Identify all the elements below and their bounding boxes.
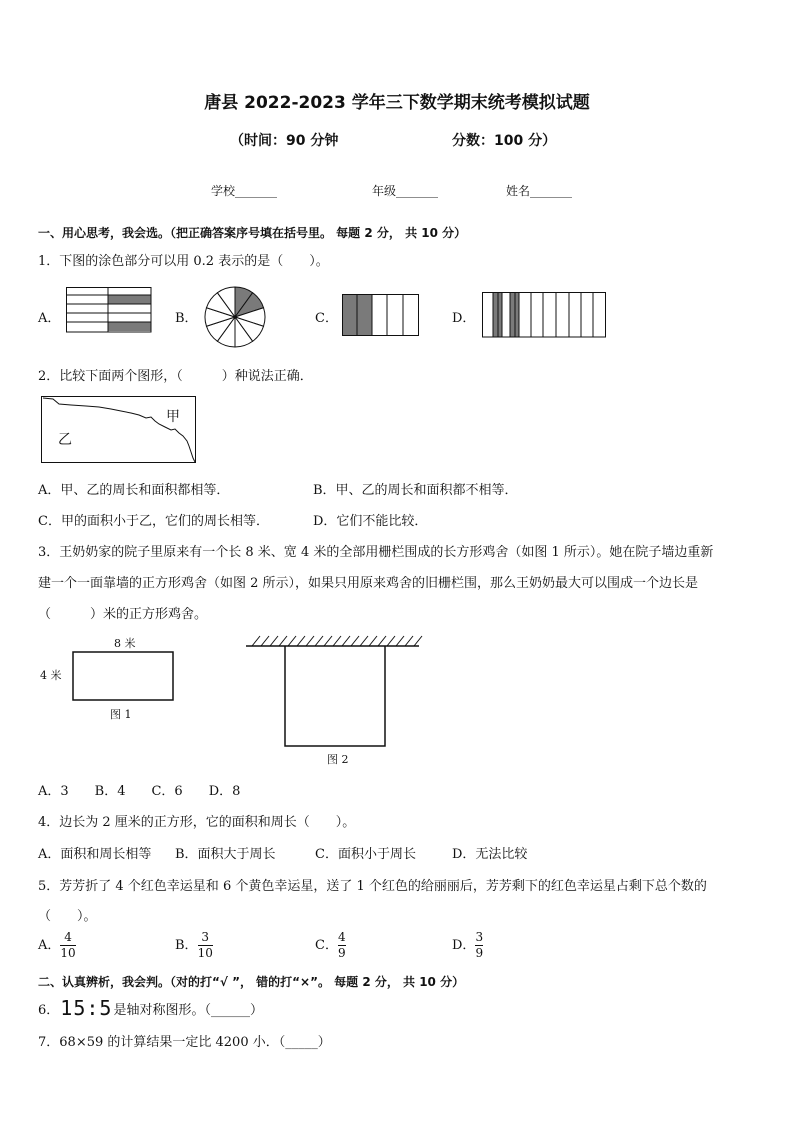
q1-option-d-figure (482, 292, 606, 338)
wall-hatch (297, 636, 305, 646)
question-4: 4．边长为 2 厘米的正方形，它的面积和周长（ ）。 (38, 815, 356, 830)
question-5-line-1: 5．芳芳折了 4 个红色幸运星和 6 个黄色幸运星，送了 1 个红色的给丽丽后，芳芳剩下的红色幸运星占剩下总个数的 (38, 879, 707, 894)
school-field[interactable]: 学校_______ (211, 184, 278, 198)
name-field[interactable]: 姓名_______ (506, 184, 573, 198)
exam-time: （时间：90 分钟 (230, 133, 339, 149)
q5-option-c-fraction (338, 930, 346, 961)
denominator: 10 (197, 946, 213, 960)
numerator: 3 (475, 930, 484, 944)
q2-option-a[interactable]: A．甲、乙的周长和面积都相等． (38, 483, 230, 498)
q5-option-d-fraction (475, 930, 483, 961)
page-title: 唐县 2022-2023 学年三下数学期末统考模拟试题 (204, 93, 590, 113)
q5-option-c[interactable] (315, 930, 346, 961)
q5-option-b[interactable] (175, 930, 213, 961)
q2-option-b[interactable]: B．甲、乙的周长和面积都不相等． (313, 483, 518, 498)
q1-option-a-label[interactable]: A． (38, 311, 61, 326)
denominator: 9 (337, 946, 346, 960)
wall-hatch (369, 636, 377, 646)
q1-option-d-label[interactable]: D． (452, 311, 476, 326)
q2-label-jia: 甲 (166, 409, 180, 425)
fig2-caption: 图 2 (327, 753, 349, 766)
q4-option-c[interactable]: C．面积小于周长 (315, 847, 416, 862)
wall-hatch (315, 636, 323, 646)
wall-hatch (288, 636, 296, 646)
question-3-line-3: （ ）米的正方形鸡舍。 (38, 607, 208, 622)
q5-option-b-label: B． (175, 938, 198, 953)
q5-option-a-label: A． (38, 938, 61, 953)
wall-hatch (270, 636, 278, 646)
q5-option-d-label: D． (452, 938, 476, 953)
q1-option-b-label[interactable]: B． (175, 311, 198, 326)
question-1: 1．下图的涂色部分可以用 0.2 表示的是（ ）。 (38, 254, 329, 269)
numerator: 4 (64, 930, 72, 944)
q6-digital-display: 15:5 (60, 996, 113, 1020)
fig2-wall-square (246, 634, 422, 750)
question-3-line-1: 3．王奶奶家的院子里原来有一个长 8 米、宽 4 米的全部用栅栏围成的长方形鸡舍（如图 1 所示）。她在院子墙边重新 (38, 545, 714, 560)
wall-hatch (333, 636, 341, 646)
question-2: 2．比较下面两个图形，（ ）种说法正确． (38, 369, 313, 384)
q5-option-a[interactable] (38, 930, 76, 961)
numerator: 4 (337, 930, 346, 944)
q6-prefix: 6． (38, 1002, 60, 1018)
question-6 (38, 998, 263, 1018)
wall-hatch (261, 636, 269, 646)
wall-hatch (279, 636, 287, 646)
wall-hatch (351, 636, 359, 646)
wall-hatch (405, 636, 413, 646)
q1-option-c-label[interactable]: C． (315, 311, 338, 326)
q4-option-d[interactable]: D．无法比较 (452, 847, 528, 862)
wall-hatch (378, 636, 386, 646)
q2-option-c[interactable]: C．甲的面积小于乙，它们的周长相等． (38, 514, 269, 529)
q2-option-d[interactable]: D．它们不能比较． (313, 514, 428, 529)
section-1-heading: 一、用心思考，我会选。（把正确答案序号填在括号里。 每题 2 分， 共 10 分） (38, 226, 467, 240)
q5-option-b-fraction (198, 930, 213, 961)
q4-option-b[interactable]: B．面积大于周长 (175, 847, 276, 862)
question-5-line-2: （ ）。 (38, 909, 97, 924)
q4-option-a[interactable]: A．面积和周长相等 (38, 847, 152, 862)
q1-option-c-figure (342, 294, 420, 336)
q5-option-c-label: C． (315, 938, 338, 953)
exam-score: 分数：100 分） (452, 133, 557, 149)
section-2-heading: 二、认真辨析，我会判。（对的打“√ ”， 错的打“×”。 每题 2 分， 共 10 分） (38, 975, 465, 989)
wall-hatch (324, 636, 332, 646)
wall-hatch (414, 636, 422, 646)
fig1-width-label: 8 米 (114, 637, 136, 650)
wall-hatch (387, 636, 395, 646)
denominator: 10 (60, 946, 76, 960)
q5-option-d[interactable] (452, 930, 483, 961)
fig1-rectangle (72, 651, 174, 701)
q1-option-a-figure (66, 287, 152, 333)
q3-options[interactable]: A．3 B．4 C．6 D．8 (38, 784, 241, 799)
fig1-height-label: 4 米 (40, 669, 62, 682)
grade-field[interactable]: 年级_______ (372, 184, 439, 198)
wall-hatch (306, 636, 314, 646)
q2-label-yi: 乙 (58, 432, 72, 448)
wall-hatch (342, 636, 350, 646)
numerator: 3 (201, 930, 210, 944)
denominator: 9 (475, 946, 484, 960)
wall-hatch (360, 636, 368, 646)
fig1-caption: 图 1 (110, 708, 132, 721)
q5-option-a-fraction (60, 930, 75, 961)
q1-option-b-pie (203, 285, 267, 349)
q6-suffix: 是轴对称图形。（______） (113, 1002, 263, 1018)
wall-hatch (252, 636, 260, 646)
question-3-line-2: 建一个一面靠墙的正方形鸡舍（如图 2 所示），如果只用原来鸡舍的旧栅栏围，那么王奶奶最大可以围成一个边长是 (38, 576, 699, 591)
wall-hatch (396, 636, 404, 646)
question-7: 7．68×59 的计算结果一定比 4200 小．（_____） (38, 1035, 331, 1050)
